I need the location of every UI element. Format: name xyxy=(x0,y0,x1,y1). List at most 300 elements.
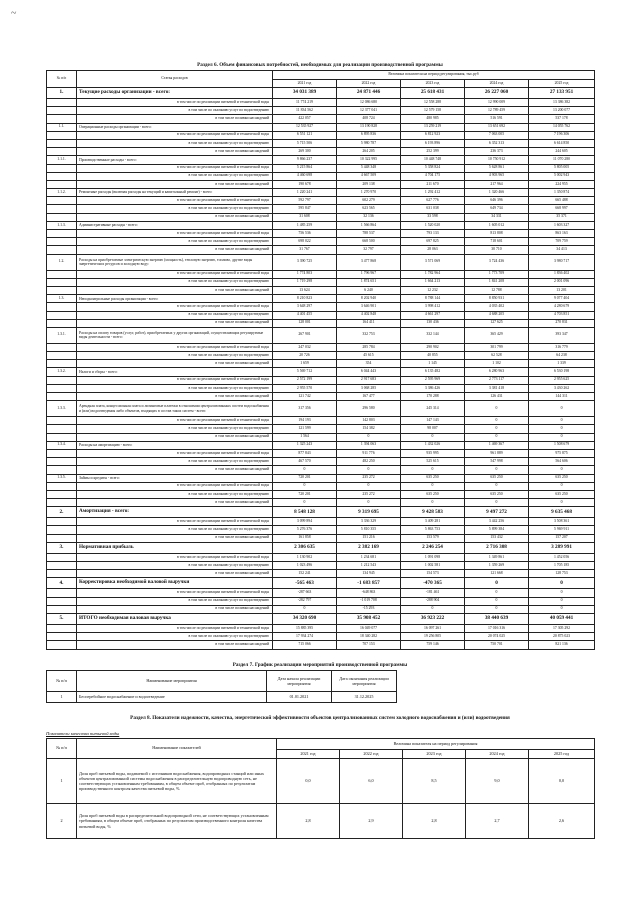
row-value: 0 xyxy=(273,466,337,474)
row-value: 2,8 xyxy=(277,804,340,839)
row-value: 3 646 901 xyxy=(337,303,401,311)
table-row xyxy=(47,197,595,205)
row-value: 635 250 xyxy=(465,490,529,498)
table-row xyxy=(47,238,595,246)
row-value: 161 858 xyxy=(273,534,337,542)
row-value: 13 201 xyxy=(529,286,595,294)
row-value: 121 668 xyxy=(465,570,529,578)
row-value: 235 272 xyxy=(337,490,401,498)
table-row xyxy=(47,474,595,482)
table-row xyxy=(47,449,595,457)
table-row xyxy=(47,692,397,703)
row-num xyxy=(47,589,77,597)
row-value: 2 716 308 xyxy=(465,542,529,553)
row-value: 635 250 xyxy=(529,474,595,482)
row-value: 12 535 927 xyxy=(273,123,337,131)
section7-title: Раздел 7. График реализации мероприятий производственной программы xyxy=(232,662,408,668)
table-row xyxy=(47,246,595,254)
row-label: в том числе поливки насаждений xyxy=(77,499,273,507)
row-value: 1 212 543 xyxy=(337,562,401,570)
row-value: -181 461 xyxy=(401,589,465,597)
row-value: 20 726 xyxy=(273,352,337,360)
row-num xyxy=(47,570,77,578)
header-group: Величина показателя на период регулирования, тыс.руб xyxy=(273,71,595,80)
row-value: 1 349 861 xyxy=(465,553,529,561)
row-value: 1 773 709 xyxy=(465,270,529,278)
table-row xyxy=(47,311,595,319)
row-num xyxy=(47,633,77,641)
row-value: 1 719 298 xyxy=(273,278,337,286)
table-row xyxy=(47,482,595,490)
row-value: 12 579 158 xyxy=(401,107,465,115)
row-value: 154 573 xyxy=(401,570,465,578)
table-row xyxy=(47,164,595,172)
table-row xyxy=(47,180,595,188)
row-num xyxy=(47,139,77,147)
row-value: 1 874 651 xyxy=(337,278,401,286)
row-num xyxy=(47,131,77,139)
row-value: 8 202 940 xyxy=(337,295,401,303)
table-row xyxy=(47,597,595,605)
row-value: 1 102 xyxy=(465,360,529,368)
row-value: 592 797 xyxy=(273,197,337,205)
row-value: 224 955 xyxy=(529,180,595,188)
row-value: 1 359 269 xyxy=(465,562,529,570)
row-value: 0 xyxy=(465,605,529,613)
row-value: 301 799 xyxy=(465,343,529,351)
table-row xyxy=(47,88,595,99)
row-value: 408 724 xyxy=(337,115,401,123)
year-2023: 2023 год xyxy=(403,750,466,759)
row-value: 750 701 xyxy=(465,641,529,649)
row-label: в том числе поливки насаждений xyxy=(77,180,273,188)
header-end: Дата окончания реализации мероприятия xyxy=(332,671,397,692)
row-label: Расходы на амортизацию - всего: xyxy=(77,441,273,449)
row-value: 34 413 xyxy=(529,246,595,254)
row-value: 935 995 xyxy=(401,449,465,457)
row-label: Арендная плата, концессионная плата и лизинговые платежи в отношении централизованных систем водоснабжения и (или) водоотведения либо объектов, входящих в состав таких систем - всего: xyxy=(77,401,273,417)
row-num: 1.3.1. xyxy=(47,327,77,343)
table-row xyxy=(47,605,595,613)
row-label: в том числе поливки насаждений xyxy=(77,246,273,254)
row-value: 1 664 213 xyxy=(401,278,465,286)
row-label: в том числе по оказанию услуг по водоотведению xyxy=(77,278,273,286)
row-value: 16 049 077 xyxy=(337,624,401,632)
row-value: 7 063 005 xyxy=(465,131,529,139)
row-value: 1 394 063 xyxy=(337,441,401,449)
row-value: 1 145 xyxy=(401,360,465,368)
row-value: 316 779 xyxy=(529,343,595,351)
row-value: 9 866 237 xyxy=(273,156,337,164)
row-value: 32 136 xyxy=(337,213,401,221)
table-row xyxy=(47,295,595,303)
row-label: Ремонтные расходы (включая расходы на текущий и капитальный ремонт) - всего: xyxy=(77,189,273,197)
row-value: 8 850 931 xyxy=(465,295,529,303)
row-num: 1.3. xyxy=(47,295,77,303)
row-value: 190 678 xyxy=(273,180,337,188)
table-row xyxy=(47,254,595,270)
section6-header-row xyxy=(47,71,595,80)
row-value: 0 xyxy=(529,417,595,425)
year-2023: 2023 год xyxy=(401,80,465,88)
row-value: 697 825 xyxy=(401,238,465,246)
row-num xyxy=(47,164,77,172)
row-label: в том числе по оказанию услуг по водоотведению xyxy=(77,425,273,433)
row-value: 0 xyxy=(401,605,465,613)
row-label: в том числе поливки насаждений xyxy=(77,466,273,474)
row-num xyxy=(47,624,77,632)
row-value: 720 201 xyxy=(273,474,337,482)
table-row xyxy=(47,578,595,589)
row-label: в том числе по оказанию услуг по водоотведению xyxy=(77,597,273,605)
row-num xyxy=(47,376,77,384)
row-value: 0 xyxy=(465,499,529,507)
row-value: 623 565 xyxy=(337,205,401,213)
row-value: 720 201 xyxy=(273,490,337,498)
row-value: 4 460 698 xyxy=(273,172,337,180)
row-value: 4 703 851 xyxy=(529,311,595,319)
row-value: 4 035 402 xyxy=(465,303,529,311)
table-row xyxy=(47,327,595,343)
row-value: 15 885 395 xyxy=(273,624,337,632)
row-value: 5 448 348 xyxy=(337,164,401,172)
row-value: 6 530 198 xyxy=(529,368,595,376)
row-label: ИТОГО необходимая валовая выручка xyxy=(77,613,273,624)
row-value: 6 895 836 xyxy=(337,131,401,139)
row-value: 668 997 xyxy=(529,205,595,213)
row-value: 3 430 262 xyxy=(529,384,595,392)
row-label: в том числе по оказанию услуг по водоотведению xyxy=(77,562,273,570)
row-label: Неподконтрольные расходы организации - всего: xyxy=(77,295,273,303)
row-num xyxy=(47,172,77,180)
row-num xyxy=(47,197,77,205)
year-2024: 2024 год xyxy=(466,750,529,759)
row-num xyxy=(47,213,77,221)
row-value: 3 390 725 xyxy=(273,254,337,270)
year-2025: 2025 год xyxy=(529,80,595,88)
row-value: 130 436 xyxy=(401,319,465,327)
row-value: 1 520 020 xyxy=(401,221,465,229)
section6-title: Раздел 6. Объем финансовых потребностей, необходимых для реализации производственной программы xyxy=(197,62,443,68)
table-row xyxy=(47,441,595,449)
section8-title: Раздел 8. Показатели надежности, качества, энергетической эффективности объектов централизованных систем холодного водоснабжения и (или) водоотведения xyxy=(130,715,510,721)
row-value: 3 068 285 xyxy=(337,384,401,392)
row-value: 6 135 482 xyxy=(401,368,465,376)
row-value: 5 276 376 xyxy=(273,526,337,534)
row-value: 0 xyxy=(465,425,529,433)
row-num: 1.3.2. xyxy=(47,368,77,376)
row-value: 547 998 xyxy=(465,458,529,466)
row-label: в том числе поливки насаждений xyxy=(77,360,273,368)
row-value: 154 382 xyxy=(337,425,401,433)
row-value: 30 710 xyxy=(465,246,529,254)
row-num: 1.1. xyxy=(47,123,77,131)
table-row xyxy=(47,139,595,147)
row-value: 0 xyxy=(273,482,337,490)
row-value: 3 386 426 xyxy=(401,384,465,392)
row-value: 707 153 xyxy=(337,641,401,649)
row-num: 1.3.3. xyxy=(47,401,77,417)
row-value: 10 448 748 xyxy=(401,156,465,164)
row-label: в том числе поливки насаждений xyxy=(77,213,273,221)
table-row xyxy=(47,270,595,278)
row-num: 1.3.4. xyxy=(47,441,77,449)
row-value: 151 216 xyxy=(337,534,401,542)
row-value: 1 270 970 xyxy=(337,189,401,197)
row-value: 267 901 xyxy=(273,327,337,343)
row-num xyxy=(47,360,77,368)
row-value: 5 805 005 xyxy=(529,164,595,172)
row-value: 2 955 570 xyxy=(273,384,337,392)
row-value: 715 066 xyxy=(273,641,337,649)
row-value: 34 031 389 xyxy=(273,88,337,99)
row-value: 0 xyxy=(529,401,595,417)
table-row xyxy=(47,376,595,384)
row-value: 147 143 xyxy=(401,417,465,425)
row-num: 1 xyxy=(47,759,77,804)
row-value: 6 352 313 xyxy=(465,139,529,147)
row-value: 4 661 297 xyxy=(401,311,465,319)
row-value: 8,5 xyxy=(403,759,466,804)
row-num: 2 xyxy=(47,804,77,839)
row-value: 12 558 288 xyxy=(401,99,465,107)
row-num xyxy=(47,562,77,570)
row-value: 153 579 xyxy=(401,534,465,542)
row-value: -1 019 708 xyxy=(337,597,401,605)
table-row xyxy=(47,123,595,131)
row-num xyxy=(47,270,77,278)
row-value: 152 241 xyxy=(273,570,337,578)
table-row xyxy=(47,759,595,804)
table-row xyxy=(47,131,595,139)
row-label: в том числе по реализации питьевой и технической воды xyxy=(77,99,273,107)
row-value: 34 331 xyxy=(465,213,529,221)
row-value: 0 xyxy=(401,466,465,474)
row-label: в том числе поливки насаждений xyxy=(77,433,273,441)
row-value: 788 537 xyxy=(337,230,401,238)
row-value: 595 847 xyxy=(273,205,337,213)
row-label: в том числе по реализации питьевой и технической воды xyxy=(77,518,273,526)
row-value: 1 469 367 xyxy=(465,441,529,449)
row-value: 2 773 117 xyxy=(465,376,529,384)
row-label: в том числе по реализации питьевой и технической воды xyxy=(77,131,273,139)
row-value: 709 759 xyxy=(529,238,595,246)
row-value: 0 xyxy=(529,597,595,605)
row-start: 01.01.2021 xyxy=(267,692,332,703)
table-row xyxy=(47,156,595,164)
table-row xyxy=(47,401,595,417)
row-label: Производственные расходы - всего: xyxy=(77,156,273,164)
row-num xyxy=(47,393,77,401)
row-value: 975 875 xyxy=(529,449,595,457)
row-value: 17 305 292 xyxy=(529,624,595,632)
row-num xyxy=(47,553,77,561)
row-value: -470 365 xyxy=(401,578,465,589)
row-value: 3 477 868 xyxy=(337,254,401,270)
row-value: 635 250 xyxy=(401,474,465,482)
row-value: 1 292 412 xyxy=(401,189,465,197)
row-label: в том числе по оказанию услуг по водоотведению xyxy=(77,172,273,180)
row-value: 31 608 xyxy=(273,213,337,221)
row-label: в том числе по реализации питьевой и технической воды xyxy=(77,417,273,425)
row-value: 5 980 787 xyxy=(337,139,401,147)
row-value: 9 077 404 xyxy=(529,295,595,303)
row-value: 0 xyxy=(337,433,401,441)
row-value: 235 272 xyxy=(337,474,401,482)
table-row xyxy=(47,518,595,526)
row-label: Расходы на оплату товаров (услуг, работ), приобретаемых у других организаций, осуществляющих регулируемые виды деятельности - всего: xyxy=(77,327,273,343)
row-value: 17 016 316 xyxy=(465,624,529,632)
row-label: в том числе поливки насаждений xyxy=(77,115,273,123)
row-value: 1 339 xyxy=(529,360,595,368)
row-num xyxy=(47,180,77,188)
row-num xyxy=(47,384,77,392)
table-row xyxy=(47,804,595,839)
row-value: 0 xyxy=(465,417,529,425)
row-value: 2 382 169 xyxy=(337,542,401,553)
row-label: в том числе по оказанию услуг по водоотведению xyxy=(77,352,273,360)
row-label: в том числе поливки насаждений xyxy=(77,605,273,613)
row-label: Текущие расходы организации - всего: xyxy=(77,88,273,99)
table-row xyxy=(47,534,595,542)
row-value: 5 628 861 xyxy=(465,164,529,172)
header-num: № п/п xyxy=(47,71,77,88)
row-value: 1 782 964 xyxy=(401,270,465,278)
row-value: 1 485 259 xyxy=(273,221,337,229)
row-value: 1 774 803 xyxy=(273,270,337,278)
row-value: 480 985 xyxy=(401,115,465,123)
row-value: 602 279 xyxy=(337,197,401,205)
row-label: в том числе по оказанию услуг по водоотведению xyxy=(77,526,273,534)
row-value: 393 347 xyxy=(529,327,595,343)
table-row xyxy=(47,562,595,570)
header-name: Наименование показателей xyxy=(77,739,277,759)
section8-table xyxy=(46,738,595,839)
row-value: 0 xyxy=(529,578,595,589)
row-value: 1 325 243 xyxy=(273,441,337,449)
row-value: 2,6 xyxy=(529,804,595,839)
row-value: 3 099 894 xyxy=(273,518,337,526)
table-row xyxy=(47,490,595,498)
table-row xyxy=(47,466,595,474)
table-row xyxy=(47,458,595,466)
row-value: 31 767 xyxy=(273,246,337,254)
row-value: 12 789 459 xyxy=(465,107,529,115)
row-value: 40 059 441 xyxy=(529,613,595,624)
row-label: в том числе по оказанию услуг по водоотведению xyxy=(77,633,273,641)
table-row xyxy=(47,360,595,368)
row-value: 564 606 xyxy=(529,458,595,466)
row-label: Административные расходы - всего: xyxy=(77,221,273,229)
row-value: 0 xyxy=(465,482,529,490)
row-value: 13 624 xyxy=(273,286,337,294)
row-value: -287 663 xyxy=(273,589,337,597)
row-value: 6 193 896 xyxy=(401,139,465,147)
row-num: 2. xyxy=(47,507,77,518)
row-value: 863 163 xyxy=(529,230,595,238)
row-value: -648 863 xyxy=(337,589,401,597)
row-value: 6,0 xyxy=(340,759,403,804)
row-value: 11 774 219 xyxy=(273,99,337,107)
row-value: 877 843 xyxy=(273,449,337,457)
row-num xyxy=(47,490,77,498)
row-label: Корректировка необходимой валовой выручки xyxy=(77,578,273,589)
row-label: Нормативная прибыль xyxy=(77,542,273,553)
row-value: 4 401 455 xyxy=(273,311,337,319)
row-label: в том числе по реализации питьевой и технической воды xyxy=(77,303,273,311)
row-num xyxy=(47,433,77,441)
row-value: 813 808 xyxy=(465,230,529,238)
row-num xyxy=(47,311,77,319)
row-value: 2 572 199 xyxy=(273,376,337,384)
table-row xyxy=(47,542,595,553)
row-num xyxy=(47,425,77,433)
row-value: 0 xyxy=(529,466,595,474)
row-value: 0 xyxy=(465,578,529,589)
table-row xyxy=(47,368,595,376)
row-value: 0 xyxy=(465,466,529,474)
row-value: 269 300 xyxy=(273,148,337,156)
row-value: -565 463 xyxy=(273,578,337,589)
row-label: в том числе поливки насаждений xyxy=(77,534,273,542)
row-value: 4 688 205 xyxy=(465,311,529,319)
row-value: 40 855 xyxy=(401,352,465,360)
row-value: 635 250 xyxy=(401,490,465,498)
row-num xyxy=(47,303,77,311)
table-row xyxy=(47,319,595,327)
row-value: 11 070 280 xyxy=(529,156,595,164)
row-label: в том числе по реализации питьевой и технической воды xyxy=(77,449,273,457)
row-value: 5 569 712 xyxy=(273,368,337,376)
row-num xyxy=(47,278,77,286)
row-value: 756 536 xyxy=(273,230,337,238)
row-value: 6 240 xyxy=(337,286,401,294)
row-label: в том числе по реализации питьевой и технической воды xyxy=(77,164,273,172)
row-num: 5. xyxy=(47,613,77,624)
row-value: 698 022 xyxy=(273,238,337,246)
row-value: 20 875 023 xyxy=(529,633,595,641)
row-num xyxy=(47,449,77,457)
row-num xyxy=(47,352,77,360)
row-value: 9 635 468 xyxy=(529,507,595,518)
row-value: 13 386 382 xyxy=(529,99,595,107)
row-value: 12 232 xyxy=(401,286,465,294)
table-row xyxy=(47,99,595,107)
table-row xyxy=(47,286,595,294)
row-value: 759 146 xyxy=(401,641,465,649)
row-num xyxy=(47,99,77,107)
row-num: 1.1.3. xyxy=(47,221,77,229)
row-value: 332 144 xyxy=(401,327,465,343)
row-label: в том числе по оказанию услуг по водоотведению xyxy=(77,107,273,115)
row-value: 10 750 912 xyxy=(465,156,529,164)
row-num xyxy=(47,605,77,613)
row-value: 627 776 xyxy=(401,197,465,205)
row-num: 1 xyxy=(47,692,77,703)
row-label: в том числе поливки насаждений xyxy=(77,148,273,156)
row-label: в том числе по реализации питьевой и технической воды xyxy=(77,624,273,632)
row-value: 5 715 506 xyxy=(273,139,337,147)
row-num xyxy=(47,238,77,246)
row-num: 1.1.2. xyxy=(47,189,77,197)
row-value: 2,7 xyxy=(466,804,529,839)
row-value: 25 618 431 xyxy=(401,88,465,99)
row-value: 961 889 xyxy=(465,449,529,457)
row-value: -15 293 xyxy=(337,605,401,613)
row-value: 24 871 446 xyxy=(337,88,401,99)
row-value: 0 xyxy=(337,466,401,474)
row-num: 1.2. xyxy=(47,254,77,270)
